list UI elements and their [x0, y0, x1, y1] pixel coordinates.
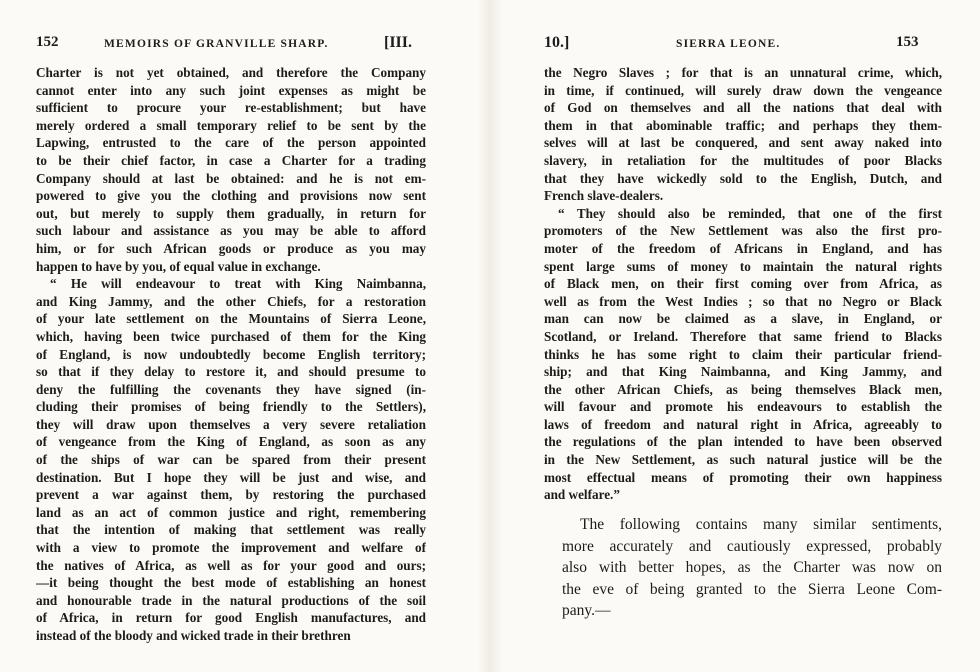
left-section-marker: [III.	[384, 34, 413, 51]
text-line: pany.—	[562, 602, 611, 620]
text-line: powered to give you the clothing and provisions now sent	[36, 188, 426, 204]
text-line: destination. But I hope they will be just and wise, and	[36, 469, 426, 485]
text-line: of the ships of war can be spared from their present	[36, 452, 426, 468]
text-line: deny the fulfilling the covenants they have signed (in-	[36, 381, 426, 397]
text-line: sufficient to procure your re-establishment; but have	[36, 100, 426, 116]
text-line: laws of freedom and natural right in Africa, agreeably to	[544, 416, 942, 432]
text-line: of vengeance from the King of England, as soon as any	[36, 434, 426, 450]
text-line: “ They should also be reminded, that one of the first	[558, 205, 942, 221]
text-line: that the intention of making that settlement was really	[36, 522, 426, 538]
text-line: of England, is now undoubtedly become English territory;	[36, 346, 426, 362]
text-line: them in that abominable traffic; and perhaps they them-	[544, 117, 942, 133]
right-page-number: 153	[896, 34, 919, 50]
text-line: thinks he has some right to claim their particular friend-	[544, 346, 942, 362]
text-line: such labour and assistance as you may be able to afford	[36, 223, 426, 239]
text-line: moter of the freedom of Africans in England, and has	[544, 240, 942, 256]
text-line: cluding their promises of being friendly to the Settlers),	[36, 399, 426, 415]
text-line: man can now be claimed as a slave, in England, or	[544, 311, 942, 327]
text-line: cannot enter into any such joint expenses as might be	[36, 82, 426, 98]
right-page-header	[544, 34, 942, 56]
text-line: and welfare.”	[544, 487, 620, 503]
text-line: of Black men, on their first coming over from Africa, as	[544, 276, 942, 292]
left-page-number: 152	[36, 34, 59, 50]
text-line: the natives of Africa, as well as for your good and ours;	[36, 557, 426, 573]
text-line: they will draw upon themselves a very severe retaliation	[36, 416, 426, 432]
text-line: of your late settlement on the Mountains of Sierra Leone,	[36, 311, 426, 327]
text-line: well as from the West Indies ; so that no Negro or Black	[544, 293, 942, 309]
text-line: French slave-dealers.	[544, 188, 664, 204]
book-gutter	[478, 0, 502, 672]
text-line: will favour and promote his endeavours to establish the	[544, 399, 942, 415]
text-line: of Africa, in return for good English manufactures, and	[36, 610, 426, 626]
text-line: happen to have by you, of equal value in exchange.	[36, 258, 321, 274]
text-line: ship; and that King Naimbanna, and King Jammy, and	[544, 364, 942, 380]
left-page-header	[36, 34, 426, 56]
text-line: promoters of the New Settlement was also the first pro-	[544, 223, 942, 239]
text-line: in time, if continued, will surely draw down the vengeance	[544, 82, 942, 98]
right-section-marker: 10.]	[544, 34, 570, 51]
text-line: and King Jammy, and the other Chiefs, for a restoration	[36, 293, 426, 309]
left-page	[36, 0, 426, 672]
text-line: selves will at last be conquered, and sent away naked into	[544, 135, 942, 151]
right-running-title: SIERRA LEONE.	[676, 38, 781, 50]
text-line: with a view to promote the improvement and welfare of	[36, 540, 426, 556]
text-line: and honourable trade in the natural productions of the soil	[36, 592, 426, 608]
text-line: out, but merely to supply them gradually, in return for	[36, 205, 426, 221]
right-page	[544, 0, 942, 672]
text-line: Charter is not yet obtained, and therefore the Company	[36, 65, 426, 80]
text-line: Company should at last be obtained: and he is not em-	[36, 170, 426, 186]
text-line: “ He will endeavour to treat with King Naimbanna,	[50, 276, 426, 292]
text-line: of God on themselves and all the nations that deal with	[544, 100, 942, 116]
text-line: also with better hopes, as the Charter was now on	[562, 559, 942, 577]
text-line: slavery, in retaliation for the multitudes of poor Blacks	[544, 152, 942, 168]
text-line: the Negro Slaves ; for that is an unnatural crime, which,	[544, 65, 942, 80]
text-line: merely ordered a small temporary relief to be sent by the	[36, 117, 426, 133]
text-line: the other African Chiefs, as being themselves Black men,	[544, 381, 942, 397]
text-line: Scotland, or Ireland. Therefore that same friend to Blacks	[544, 328, 942, 344]
text-line: which, having been twice purchased of them for the King	[36, 328, 426, 344]
text-line: in the New Settlement, as such natural justice will be the	[544, 452, 942, 468]
closing-paragraph	[562, 514, 942, 622]
right-page-body	[544, 64, 942, 504]
text-line: more accurately and cautiously expressed, probably	[562, 537, 942, 555]
text-line: Lapwing, entrusted to the care of the person appointed	[36, 135, 426, 151]
text-line: The following contains many similar sentiments,	[580, 516, 942, 533]
text-line: instead of the bloody and wicked trade in their brethren	[36, 628, 351, 643]
text-line: to be their chief factor, in case a Charter for a trading	[36, 152, 426, 168]
text-line: prevent a war against them, by restoring the purchased	[36, 487, 426, 503]
left-page-body	[36, 64, 426, 645]
text-line: him, or for such African goods or produce as you may	[36, 240, 426, 256]
text-line: most effectual means of promoting their own happiness	[544, 469, 942, 485]
text-line: so that if they delay to restore it, and should presume to	[36, 364, 426, 380]
text-line: the eve of being granted to the Sierra Leone Com-	[562, 580, 942, 598]
text-line: the regulations of the plan intended to have been observed	[544, 434, 942, 450]
text-line: spent large sums of money to maintain the natural rights	[544, 258, 942, 274]
text-line: land as an act of common justice and right, remembering	[36, 504, 426, 520]
text-line: that they have wickedly sold to the English, Dutch, and	[544, 170, 942, 186]
text-line: —it being thought the best mode of establishing an honest	[36, 575, 426, 591]
left-running-title: MEMOIRS OF GRANVILLE SHARP.	[104, 38, 329, 50]
